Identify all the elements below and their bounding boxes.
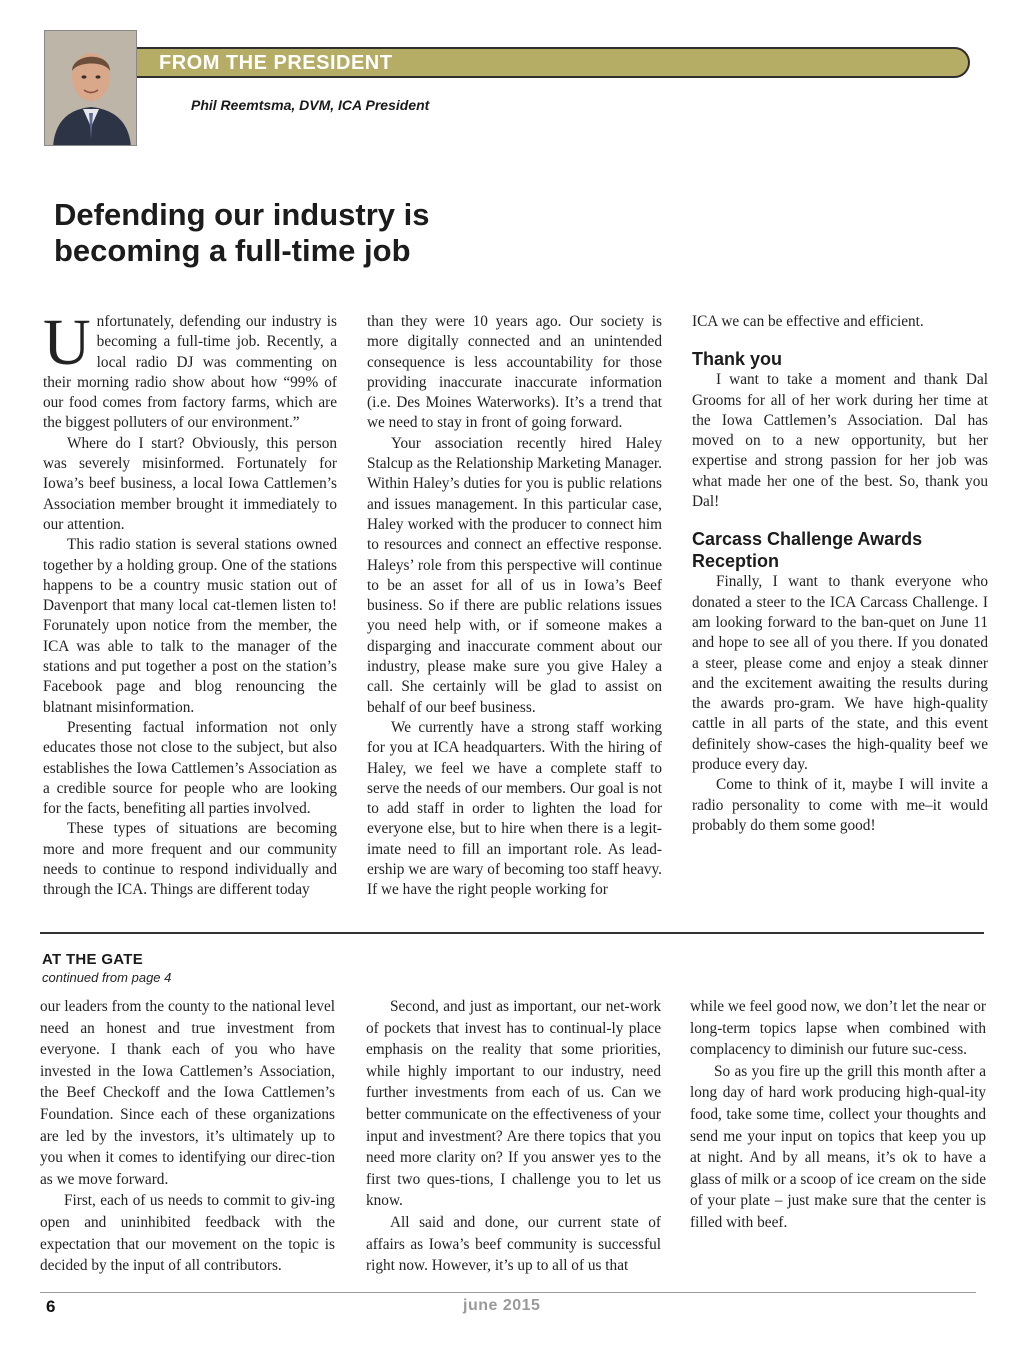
president-photo (44, 30, 137, 146)
article-paragraph: Presenting factual information not only educates those not close to the subject, but also establishes the Iowa Cattlemen’s Association as a credible source for people who are looking for the facts, benefiting all parties involved. (43, 718, 337, 818)
article-paragraph: We currently have a strong staff working for you at ICA headquarters. With the hiring of Haley, we feel we have a complete staff to serve the needs of our members. Our goal is not to add staff in order to lighten the load for everyone else, but to hire when there is a legit-imate need to fill an important role. As lead-ership we are wary of becoming too staff heavy. If we have the right people working for (367, 718, 662, 899)
gate-column-1 (40, 996, 335, 1277)
gate-column-3 (690, 996, 986, 1234)
article-paragraph: ICA we can be effective and efficient. (692, 313, 924, 330)
article-paragraph: All said and done, our current state of affairs as Iowa’s beef community is successful right now. However, it’s up to all of us that (366, 1213, 661, 1275)
article-paragraph: than they were 10 years ago. Our society is more digitally connected and an unintended consequence is less accountability for those providing inaccurate inaccurate information (i.e. Des Moines Waterworks). It’s a trend that we need to stay in front of going forward. (367, 313, 662, 432)
article-paragraph (43, 306, 337, 434)
carcass-challenge-heading: Carcass Challenge Awards Reception (692, 529, 923, 572)
article-column-3 (692, 312, 988, 836)
article-paragraph: I want to take a moment and thank Dal Grooms for all of her work during her time at the Iowa Cattlemen’s Association. Dal has moved on to a new opportunity, but her expertise and strong passion for her job was what made her one of the best. So, thank you Dal! (692, 371, 988, 511)
article-paragraph: Second, and just as important, our net-work of pockets that invest has to continual-ly place emphasis on the reality that some priorities, while highly important to our industry, need further investments from each of us. Can we better communicate on the effectiveness of your input and investment? Are there topics that you need more clarity on? If you answer yes to the first two ques-tions, I challenge you to let us know. (366, 998, 661, 1210)
article-paragraph: Come to think of it, maybe I will invite a radio personality to come with me–it would probably do them some good! (692, 776, 988, 834)
section-banner (137, 47, 970, 78)
byline: Phil Reemtsma, DVM, ICA President (191, 97, 430, 113)
article-paragraph: So as you fire up the grill this month after a long day of hard work producing high-qual-ity food, take some time, collect your thoughts and send me your input on topics that keep you up at night. And by all means, it’s ok to have a glass of milk or a scoop of ice cream on the side of your plate – just make sure that the center is filled with beef. (690, 1062, 986, 1231)
article-column-2 (367, 312, 662, 901)
article-paragraph: while we feel good now, we don’t let the near or long-term topics lapse when combined with complacency to diminish our future suc-cess. (690, 998, 986, 1059)
continued-note: continued from page 4 (42, 970, 172, 985)
portrait-image (45, 31, 137, 146)
footer-rule (40, 1292, 976, 1293)
article-headline: Defending our industry is becoming a full-time job (54, 197, 430, 268)
at-the-gate-title: AT THE GATE (42, 951, 144, 968)
section-title: FROM THE PRESIDENT (159, 52, 393, 74)
article-paragraph: This radio station is several stations owned together by a holding group. One of the stations happens to be a country music station out of Davenport that many local cat-tlemen listen to! Forunately upon notice from the member, the ICA was able to talk to the manager of the stations and put together a post on the station’s Facebook page and blog renouncing the blatnant misinformation. (43, 536, 337, 716)
article-column-1 (43, 306, 337, 901)
article-paragraph: Your association recently hired Haley Stalcup as the Relationship Marketing Manager. Within Haley’s duties for you is public relations and issues management. In this particular case, Haley worked with the producer to connect him to resources and connect an effective response. Haleys’ role from this perspective will continue to be an asset for all of us in Iowa’s Beef business. So if there are public relations issues you need help with, or if someone makes a disparging and inaccurate comment about our industry, please make sure you give Haley a call. She certainly will be glad to assist on behalf of our beef business. (367, 434, 662, 716)
article-paragraph: These types of situations are becoming more and more frequent and our community needs to continue to respond individually and through the ICA. Things are different today (43, 820, 337, 899)
thank-you-heading: Thank you (692, 349, 783, 370)
drop-cap: U (43, 306, 91, 379)
paragraph-text: nfortunately, defending our industry is becoming a full-time job. Recently, a local radio DJ was commenting on their morning radio show about how “99% of our food comes from factory farms, which are the biggest polluters of our environment.” (43, 313, 337, 432)
article-paragraph: Where do I start? Obviously, this person was severely misinformed. Fortunately for Iowa’s beef business, a local Iowa Cattlemen’s Association member brought it immediately to our attention. (43, 434, 337, 533)
article-paragraph: our leaders from the county to the national level need an honest and true investment from everyone. I thank each of you who have invested in the Iowa Cattlemen’s Association, the Beef Checkoff and the Iowa Cattlemen’s Foundation. Since each of these organizations are led by the investors, it’s ultimately up to you when it comes to identifying our direc-tion as we move forward. (40, 998, 335, 1188)
section-divider (40, 932, 984, 934)
gate-column-2 (366, 996, 661, 1277)
issue-date: june 2015 (463, 1297, 541, 1314)
article-paragraph: First, each of us needs to commit to giv-ing open and uninhibited feedback with the expectation that our movement on the topic is decided by the input of all contributors. (40, 1192, 335, 1275)
article-paragraph: Finally, I want to thank everyone who donated a steer to the ICA Carcass Challenge. I am looking forward to the ban-quet on June 11 and hope to see all of you there. If you donated a steer, please come and enjoy a steak dinner and the excitement awaiting the results during the awards pro-gram. We have high-quality cattle in all parts of the state, and this event definitely show-cases the high-quality beef we produce every day. (692, 573, 988, 774)
page-number: 6 (46, 1297, 56, 1316)
